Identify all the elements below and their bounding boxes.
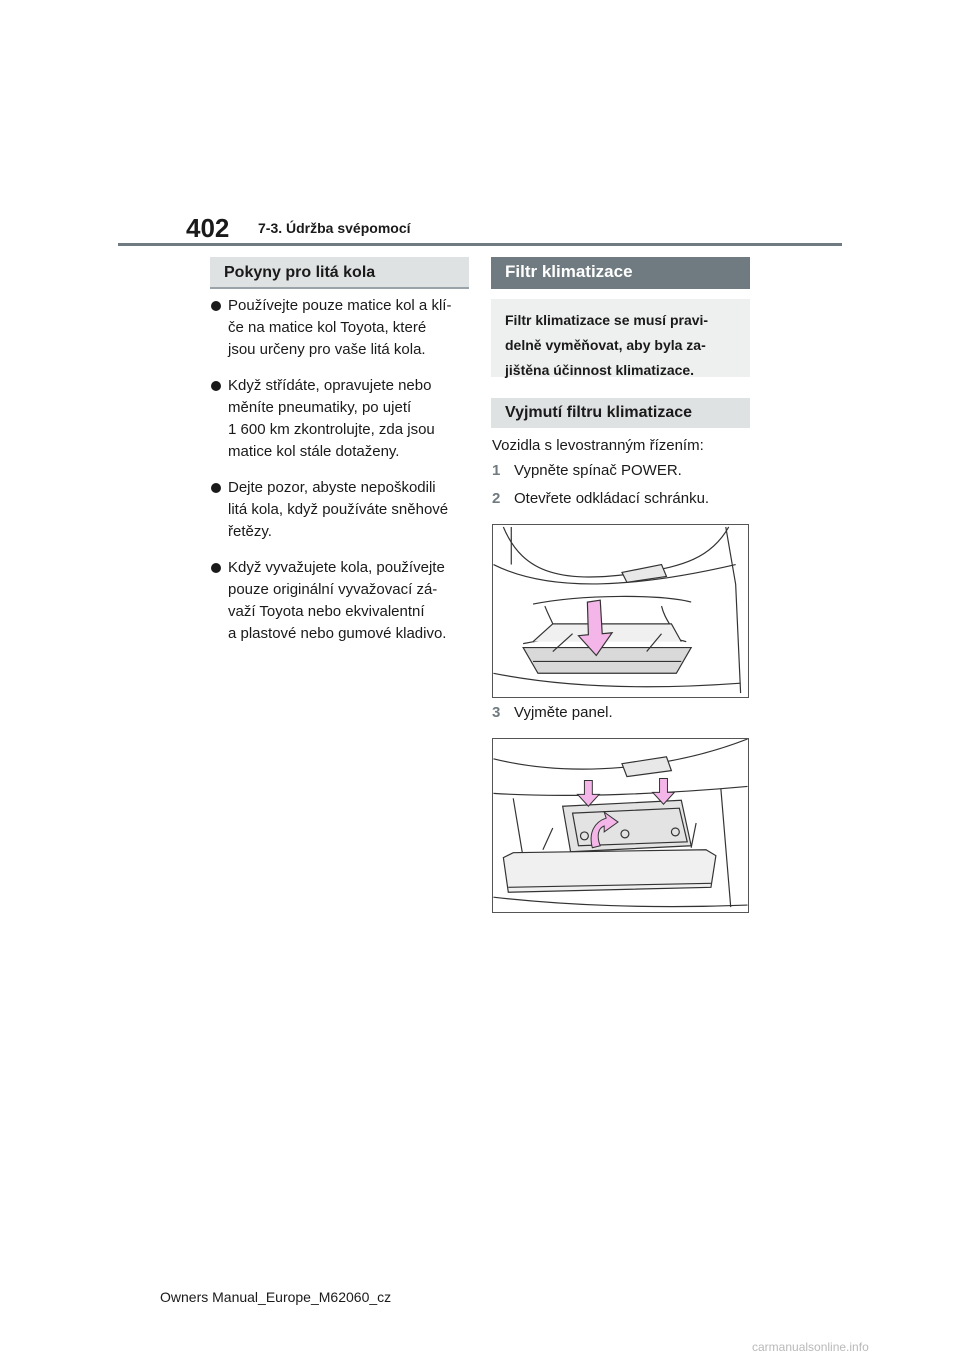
bullet-line: řetězy. (228, 523, 272, 540)
bullet-line: litá kola, když používáte sněhové (228, 501, 449, 518)
bullet-line: Když střídáte, opravujete nebo (228, 377, 432, 394)
step-3 (492, 704, 613, 721)
step-text: Vyjměte panel. (514, 704, 613, 721)
step-number: 3 (492, 704, 501, 721)
bullet-line: Když vyvažujete kola, používejte (228, 559, 445, 576)
list-item (210, 477, 472, 543)
intro-line: Filtr klimatizace se musí pravi- (505, 312, 709, 328)
header-divider (118, 243, 842, 246)
list-item (210, 295, 472, 361)
bullet-line: če na matice kol Toyota, které (228, 319, 427, 336)
page-number: 402 (186, 213, 230, 243)
panel-removal-illustration (493, 739, 748, 912)
bullet-icon (211, 301, 221, 311)
bullet-line: měníte pneumatiky, po ujetí (228, 399, 412, 416)
bullet-line: Dejte pozor, abyste nepoškodili (228, 479, 436, 496)
step-text: Vypněte spínač POWER. (514, 462, 682, 479)
chapter-title: 7-3. Údržba svépomocí (258, 220, 411, 236)
footer-manual-id: Owners Manual_Europe_M62060_cz (160, 1289, 392, 1305)
bullet-line: 1 600 km zkontrolujte, zda jsou (228, 421, 435, 438)
figure-open-glovebox (492, 524, 749, 698)
step-number: 2 (492, 490, 501, 507)
arrow-shape (577, 781, 599, 807)
bullet-line: važí Toyota nebo ekvivalentní (228, 603, 425, 620)
step-number: 1 (492, 462, 501, 479)
bullet-line: pouze originální vyvažovací zá- (228, 581, 438, 598)
list-item (210, 375, 472, 463)
alloy-wheel-bullet-list (210, 295, 472, 659)
bullet-line: a plastové nebo gumové kladivo. (228, 625, 447, 642)
bullet-icon (211, 381, 221, 391)
figure-remove-panel (492, 738, 749, 913)
intro-line: jištěna účinnost klimatizace. (505, 362, 695, 378)
watermark: carmanualsonline.info (752, 1340, 869, 1354)
section-heading-alloy-wheels: Pokyny pro litá kola (210, 257, 469, 289)
bullet-icon (211, 563, 221, 573)
lead-text: Vozidla s levostranným řízením: (492, 437, 704, 454)
bullet-line: Používejte pouze matice kol a klí- (228, 297, 452, 314)
section-heading-ac-filter: Filtr klimatizace (491, 257, 750, 289)
step-text: Otevřete odkládací schránku. (514, 490, 710, 507)
glovebox-illustration (493, 525, 748, 697)
bullet-icon (211, 483, 221, 493)
arrow-down-icon (577, 781, 599, 807)
step-2 (492, 490, 709, 507)
bullet-line: jsou určeny pro vaše litá kola. (228, 341, 426, 358)
subheading-remove-filter: Vyjmutí filtru klimatizace (491, 398, 750, 428)
bullet-line: matice kol stále dotaženy. (228, 443, 400, 460)
step-1 (492, 462, 682, 479)
intro-line: delně vyměňovat, aby byla za- (505, 337, 706, 353)
intro-box (491, 299, 750, 377)
list-item (210, 557, 472, 645)
